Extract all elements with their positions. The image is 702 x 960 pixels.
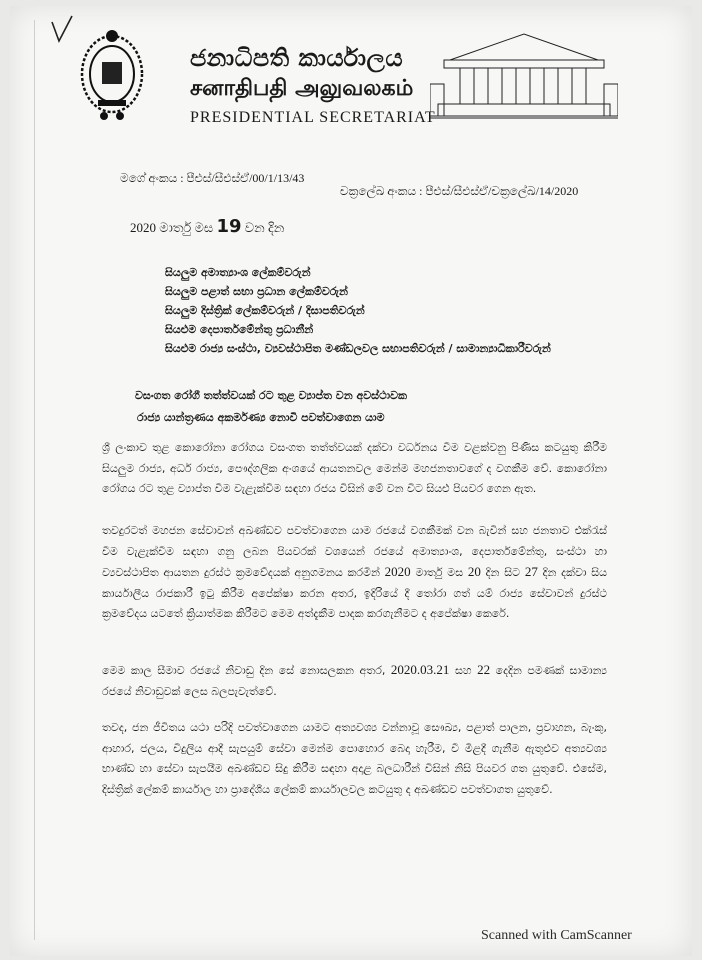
- circular-reference-label: චක්‍රලේඛ අංකය :: [340, 184, 423, 198]
- paragraph-3: [102, 660, 607, 702]
- paragraph-2-number: 27: [524, 564, 538, 579]
- addressee-list: [165, 266, 551, 361]
- my-reference-label: මගේ අංකය :: [120, 171, 184, 185]
- document-page: [10, 6, 692, 956]
- paragraph-2: [102, 521, 607, 625]
- paragraph-3-number: 2020.03.21: [390, 662, 450, 677]
- handwritten-tick-mark: [50, 14, 74, 44]
- paragraph-2-text: තවදුරටත් මහජන සේවාවන් අඛණ්ඩව පවත්වාගෙන යාම රජයේ වගකීමක් වන බැවින් සහ ජනතාව එක්රැස් වීම වැළැක්වීම සඳහා ගනු ලබන පියවරක් වශයෙන් රජයේ අමාත්‍යාංශ, දෙපාර්තමේන්තු, සංස්ථා හා ව්‍යවස්ථාපිත ආයතන දුරස්ථ ක්‍රමවේදයක් අනුගමනය කරමින්: [102, 524, 607, 579]
- circular-reference: [340, 184, 578, 199]
- paragraph-3-number: 22: [477, 662, 491, 677]
- scanner-watermark: Scanned with CamScanner: [481, 928, 632, 943]
- circular-reference-value: පීඑස්/සීඑස්ඒ/චක්‍රලේඛ/14/2020: [425, 184, 579, 198]
- paragraph-2-number: 20: [467, 564, 481, 579]
- paragraph-1: ශ්‍රී ලංකාව තුළ කොරෝනා රෝගය වසංගත තත්ත්වයක් දක්වා වර්ධනය වීම වළක්වනු පිණිස කටයුතු කිරීම සියලුම රාජ්‍ය, අර්ධ රාජ්‍ය, පෞද්ගලික අංශයේ ආයතනවල මෙන්ම මහජනතාවගේ ද වගකීම වේ. කොරෝනා රෝගය රට තුළ ව්‍යාප්ත වීම වැළැක්වීම සඳහා රජය විසින් මේ වන විට සියළු පියවර ගෙන ඇත.: [102, 441, 607, 495]
- paragraph-2-number: 2020: [384, 564, 411, 579]
- subject-line: වසංගත රෝගී තත්ත්වයක් රට තුළ ව්‍යාප්ත වන අවස්ථාවක: [135, 389, 407, 402]
- paragraph-2-text: දින සිට: [485, 566, 521, 579]
- addressee: සියළුම රාජ්‍ය සංස්ථා, ව්‍යවස්ථාපිත මණ්ඩලවල සභාපතිවරුන් / සාමාන්‍යාධිකාරීවරුන්: [165, 342, 551, 355]
- date-suffix: වන දින: [244, 220, 285, 235]
- my-reference: [120, 171, 304, 186]
- paragraph-3-text: මෙම කාල සීමාව රජයේ නිවාඩු දින සේ නොසලකන අතර,: [102, 664, 386, 677]
- date-prefix: 2020 මාර්තු මස: [130, 220, 214, 235]
- paragraph-2-text: දින දක්වා සිය කාර්යාලීය රාජකාරී ඉටු කිරීම අපේක්ෂා කරන අතර, ඉදිරියේ දී තෝරා ගත් යම් රාජ්‍ය සේවාවන් දුරස්ථ ක්‍රමවේදය යටතේ ක්‍රියාත්මක කිරීමට මෙම අත්දැකීම පාදක කරගැනීමට ද අපේක්ෂා කෙරේ.: [102, 566, 608, 620]
- letter-date: [130, 216, 284, 237]
- date-day: 19: [216, 216, 242, 237]
- addressee: සියලුම අමාත්‍යාංශ ලේකම්වරුන්: [165, 266, 311, 279]
- paragraph-4: තවද, ජන ජීවිතය යථා පරිදි පවත්වාගෙන යාමට අත්‍යවශ්‍ය වන්නාවූ සෞඛ්‍ය, පළාත් පාලන, ප්‍රවාහන, බැංකු, ආහාර, ජලය, විදුලිය ආදී සැපයුම් සේවා මෙන්ම පොහොර බෙදා හැරීම, වී මිළදී ගැනීම ඇතුළුව අත්‍යවශ්‍ය භාණ්ඩ හා සේවා සැපයීම අඛණ්ඩව සිදු කිරීම සඳහා අදාළ බලධාරීන් විසින් නිසි පියවර ගත යුතුවේ. එසේම, දිස්ත්‍රික් ලේකම් කාර්යාල හා ප්‍රාදේශීය ලේකම් කාර්යාලවල කටයුතු ද අඛණ්ඩව පවත්වාගත යුතුවේ.: [102, 721, 607, 796]
- paragraph-3-text: සහ: [454, 664, 472, 677]
- paragraph-2-text: මාර්තු මස: [415, 566, 464, 579]
- subject: [135, 389, 407, 433]
- letterhead-english: PRESIDENTIAL SECRETARIAT: [190, 109, 436, 126]
- sri-lanka-emblem: [74, 22, 150, 122]
- margin-line: [34, 20, 35, 940]
- addressee: සියළුම දෙපාර්තමේන්තු ප්‍රධානීන්: [165, 323, 314, 336]
- subject-line: රාජ්‍ය යාන්ත්‍රණය අකර්මණ්‍ය නොවී පවත්වාගෙන යාම: [137, 411, 385, 424]
- letterhead-sinhala: ජනාධිපති කාර්යාලය: [190, 44, 404, 72]
- my-reference-value: පීඑස්/සීඑස්ඒ/00/1/13/43: [186, 171, 305, 185]
- letterhead-tamil: சனாதிபதி அலுவலகம்: [190, 76, 414, 101]
- paragraph-3-text: දෙදින පමණක් සාමාන්‍ය රජයේ නිවාඩුවක් ලෙස බලපැවැත්වේ.: [102, 664, 607, 698]
- addressee: සියලුම පළාත් සභා ප්‍රධාන ලේකම්වරුන්: [165, 285, 348, 298]
- addressee: සියලුම දිස්ත්‍රික් ලේකම්වරුන් / දිසාපතිවරුන්: [165, 304, 365, 317]
- building-illustration: [430, 30, 618, 122]
